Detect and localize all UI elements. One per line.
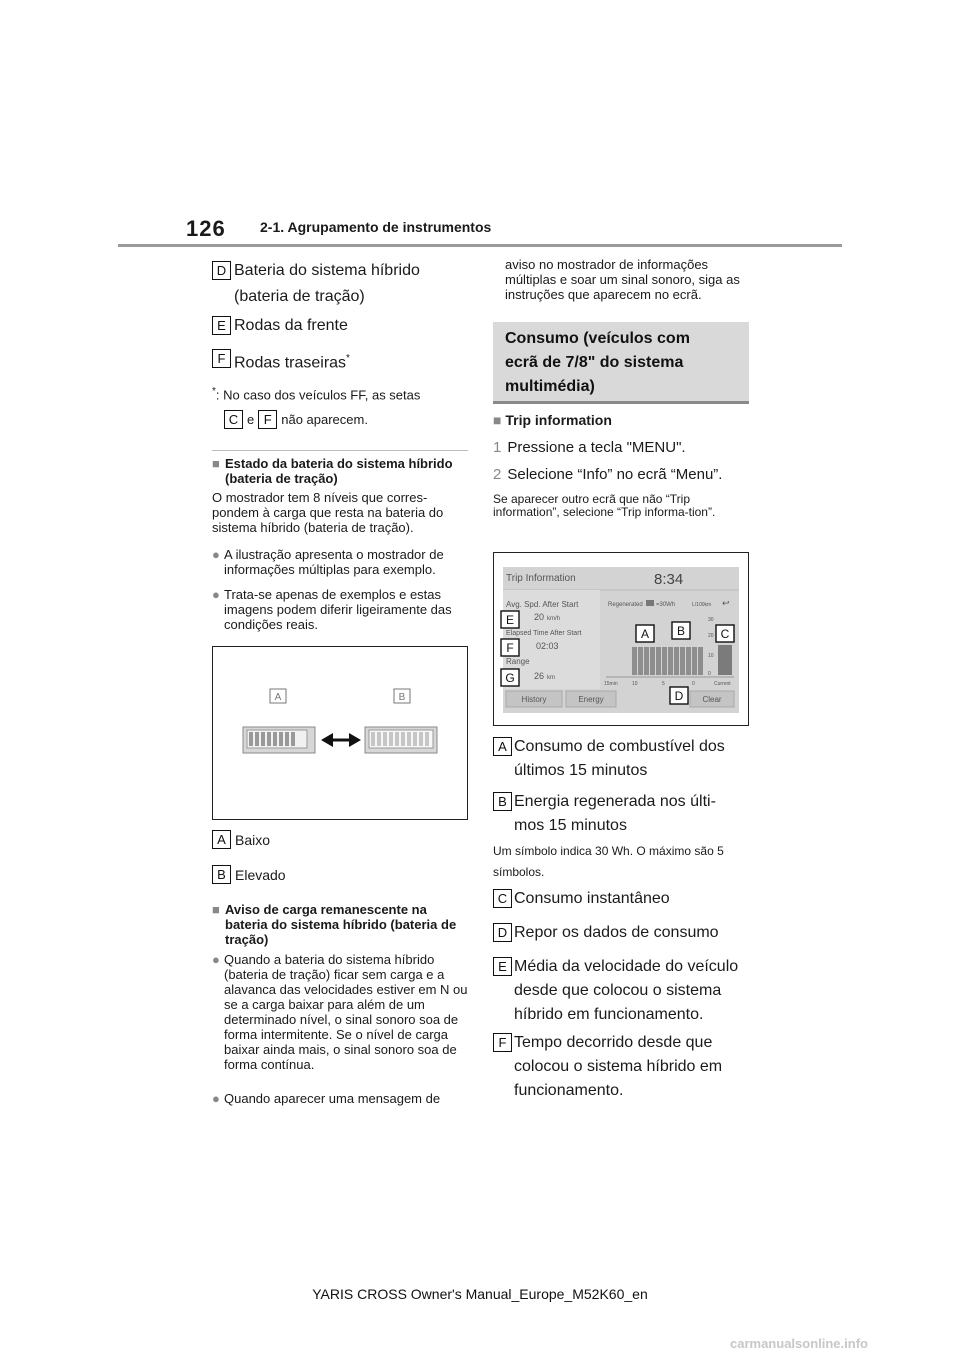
box-title-line3: multimédia) — [505, 378, 595, 395]
item-d — [212, 259, 468, 309]
heading-warning: ■ Aviso de carga remanescente na bateria do sistema híbrido (bateria de tração) — [212, 902, 457, 947]
consumption-heading-box — [493, 322, 749, 404]
footnote-line2 — [224, 410, 368, 429]
section-title: 2-1. Agrupamento de instrumentos — [260, 219, 492, 235]
legend-right-e: E Média da velocidade do veículo desde que colocou o sistema híbrido em funcionamento. — [493, 955, 749, 1027]
step-1: 1 Pressione a tecla "MENU". — [493, 439, 686, 456]
heading-battery-state: ■ Estado da bateria do sistema híbrido (bateria de tração) — [212, 456, 453, 486]
badge-e: E — [212, 316, 231, 335]
item-e — [212, 314, 468, 338]
y-0: 0 — [708, 671, 711, 677]
avg-speed-label: Avg. Spd. After Start — [506, 600, 579, 609]
range-unit: km — [547, 675, 555, 681]
divider — [212, 450, 468, 451]
history-button: History — [521, 695, 547, 704]
clear-button: Clear — [702, 695, 722, 704]
badge-f: F — [212, 349, 231, 368]
box-title-line2: ecrã de 7/8" do sistema — [505, 354, 684, 371]
item-d-text: Bateria do sistema híbrido — [234, 262, 420, 279]
x-5: 5 — [662, 681, 665, 687]
x-10: 10 — [632, 681, 638, 687]
dot-bullet-icon: ● — [212, 587, 220, 602]
header-rule — [118, 244, 842, 247]
page-number: 126 — [186, 216, 226, 241]
badge-a: A — [212, 830, 231, 849]
footnote-mark: * — [212, 386, 216, 397]
footer-text: YARIS CROSS Owner's Manual_Europe_M52K60_en — [312, 1286, 648, 1302]
regenerated-label: Regenerated — [608, 602, 643, 608]
callout-f: F — [506, 641, 514, 655]
item-e-text: Rodas da frente — [234, 317, 348, 334]
callout-d: D — [674, 689, 684, 703]
step-2: 2 Selecione “Info” no ecrã “Menu”. — [493, 466, 723, 483]
elapsed-label: Elapsed Time After Start — [506, 630, 582, 637]
square-bullet-icon: ■ — [212, 456, 220, 471]
screen-clock: 8:34 — [654, 571, 684, 588]
footnote — [212, 384, 468, 403]
asterisk: * — [346, 353, 350, 364]
callout-e: E — [505, 613, 515, 627]
callout-b: B — [676, 624, 686, 638]
y-30: 30 — [708, 617, 714, 623]
legend-high: B Elevado — [212, 865, 286, 884]
double-arrow-icon — [321, 733, 361, 747]
square-bullet-icon: ■ — [212, 902, 220, 917]
regenerated-value: =30Wh — [656, 602, 676, 608]
item-f-text: Rodas traseiras — [234, 354, 347, 372]
item-f — [212, 347, 468, 375]
badge-f2: F — [258, 410, 277, 429]
figure-label-a: A — [274, 692, 282, 703]
bullet-message: ● Quando aparecer uma mensagem de — [212, 1091, 441, 1106]
bullet-examples: ● Trata-se apenas de exemplos e estas imagens podem diferir ligeiramente das condições reais. — [212, 587, 452, 632]
square-bullet-icon: ■ — [493, 412, 502, 428]
dot-bullet-icon: ● — [212, 952, 220, 967]
battery-low-icon — [243, 727, 315, 753]
range-value: 26 — [534, 671, 545, 681]
footnote-mid: e — [247, 412, 255, 427]
para-levels: O mostrador tem 8 níveis que corres-pondem à carga que resta na bateria do sistema híbrido (bateria de tração). — [212, 490, 444, 535]
legend-right-f: F Tempo decorrido desde que colocou o sistema híbrido em funcionamento. — [493, 1031, 749, 1103]
battery-high-icon — [365, 727, 437, 753]
elapsed-value: 02:03 — [536, 641, 559, 651]
battery-illustration — [213, 647, 467, 819]
current-bar — [718, 645, 732, 675]
range-label: Range — [506, 657, 530, 666]
figure-label-b: B — [398, 692, 406, 703]
callout-g: G — [505, 671, 515, 685]
legend-right-a: A Consumo de combustível dos últimos 15 minutos — [493, 735, 749, 783]
callout-a: A — [640, 627, 650, 641]
note-symbols: Um símbolo indica 30 Wh. O máximo são 5 símbolos. — [493, 844, 724, 879]
avg-speed-value: 20 — [534, 612, 545, 622]
y-10: 10 — [708, 653, 714, 659]
x-0: 0 — [692, 681, 695, 687]
item-d-text2: (bateria de tração) — [234, 288, 365, 305]
y-20: 20 — [708, 633, 714, 639]
battery-figure — [212, 646, 468, 820]
box-title-line1: Consumo (veículos com — [505, 330, 690, 347]
dot-bullet-icon: ● — [212, 547, 220, 562]
callout-c: C — [720, 627, 730, 641]
unit-label: L/100km — [692, 602, 712, 608]
x-current: Current — [714, 681, 731, 687]
trip-info-heading: ■ Trip information — [493, 412, 612, 428]
trip-information-screen — [493, 552, 749, 726]
energy-button: Energy — [578, 695, 604, 704]
watermark[interactable]: carmanualsonline.info — [730, 1336, 868, 1351]
note-trip: Se aparecer outro ecrã que não “Trip information”, selecione “Trip informa-tion”. — [493, 492, 716, 519]
badge-c: C — [224, 410, 243, 429]
back-icon: ↩ — [722, 598, 730, 608]
badge-d: D — [212, 261, 231, 280]
continuation-text: aviso no mostrador de informações múltiplas e soar um sinal sonoro, siga as instruções que aparecem no ecrã. — [505, 257, 740, 302]
legend-right-b: B Energia regenerada nos últi- mos 15 minutos — [493, 790, 749, 838]
dot-bullet-icon: ● — [212, 1091, 220, 1106]
footnote-end: não aparecem. — [281, 412, 368, 427]
legend-right-c: C Consumo instantâneo — [493, 887, 749, 911]
bullet-warning: ● Quando a bateria do sistema híbrido (bateria de tração) ficar sem carga e a alavanca das velocidades estiver em N ou se a carga baixar para além de um determinado nível, o sinal sonoro soa de forma intermitente. Se o nível de carga baixar ainda mais, o sinal sonoro soa de forma contínua. — [212, 952, 468, 1072]
avg-speed-unit: km/h — [547, 616, 561, 622]
bullet-illustration: ● A ilustração apresenta o mostrador de informações múltiplas para exemplo. — [212, 547, 444, 577]
trip-screen-illustration — [494, 553, 748, 725]
footnote-text: : No caso dos veículos FF, as setas — [215, 387, 421, 403]
badge-b: B — [212, 865, 231, 884]
x-15min: 15min — [604, 681, 618, 687]
legend-low: A Baixo — [212, 830, 270, 849]
legend-right-d: D Repor os dados de consumo — [493, 921, 749, 945]
screen-title: Trip Information — [506, 573, 576, 584]
